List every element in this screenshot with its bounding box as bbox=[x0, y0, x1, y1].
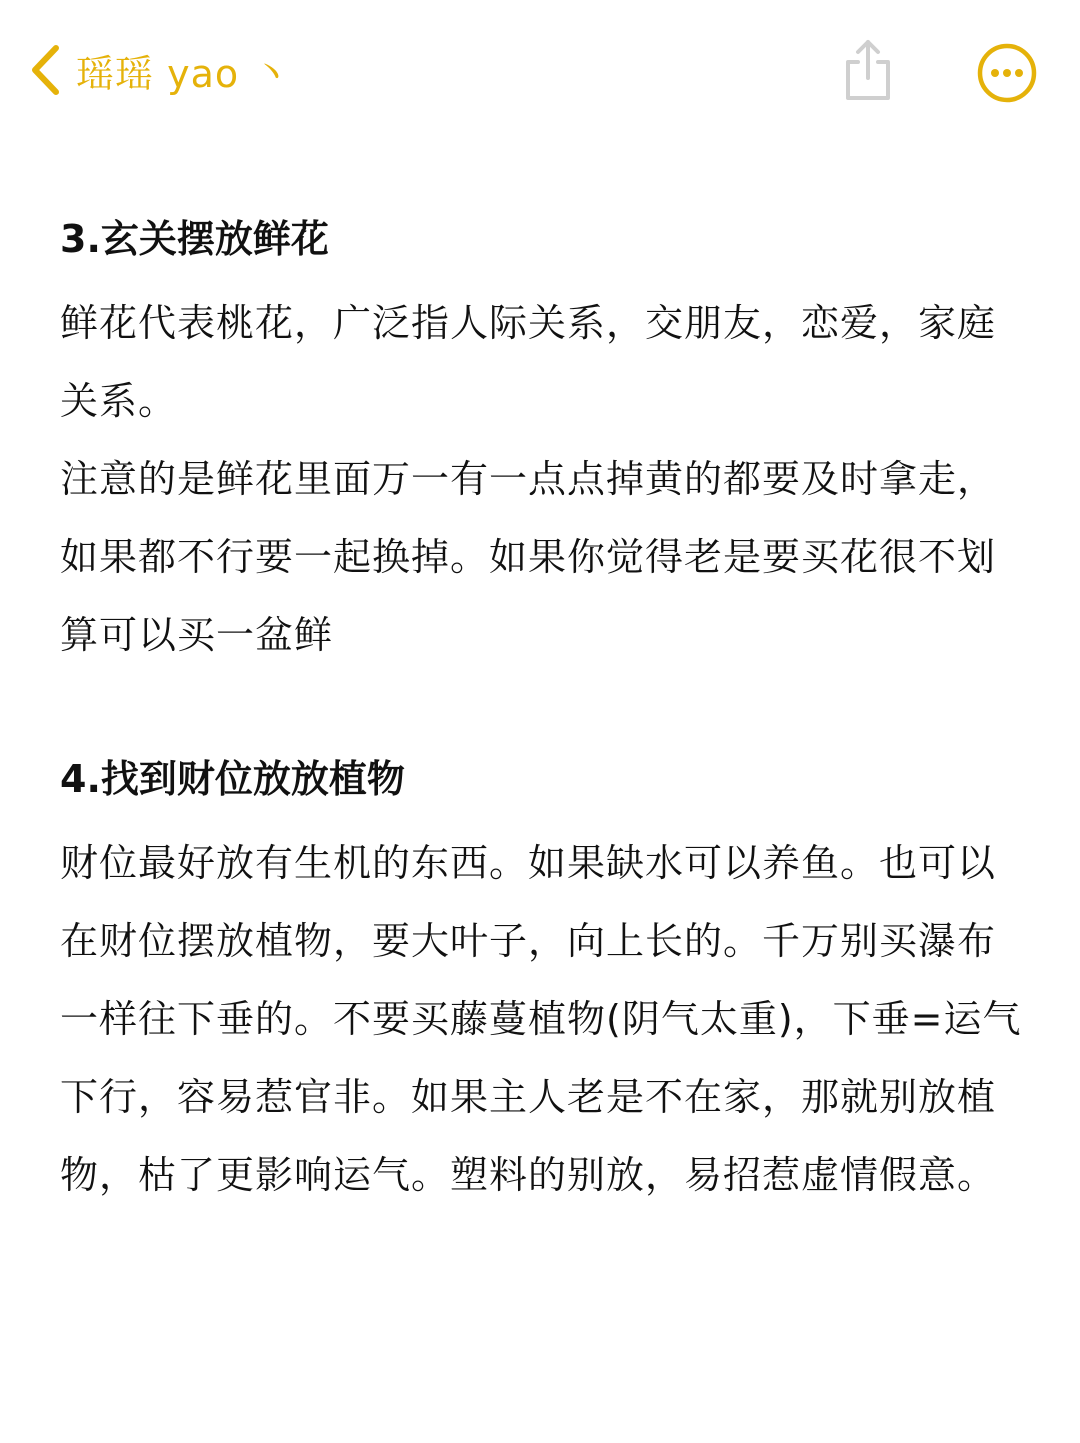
section-heading: 4.找到财位放放植物 bbox=[60, 757, 405, 801]
note-body[interactable] bbox=[60, 206, 1032, 1214]
section-paragraph: 注意的是鲜花里面万一有一点点掉黄的都要及时拿走，如果都不行要一起换掉。如果你觉得老是要买花很不划算可以买一盆鲜 bbox=[60, 457, 997, 657]
note-section bbox=[60, 746, 1032, 1214]
share-icon bbox=[836, 89, 900, 108]
back-button[interactable] bbox=[28, 38, 291, 102]
note-section bbox=[60, 206, 1032, 674]
section-paragraph: 鲜花代表桃花，广泛指人际关系，交朋友，恋爱，家庭关系。 bbox=[60, 301, 997, 423]
section-paragraph: 财位最好放有生机的东西。如果缺水可以养鱼。也可以在财位摆放植物，要大叶子，向上长的。千万别买瀑布一样往下垂的。不要买藤蔓植物(阴气太重)，下垂=运气下行，容易惹官非。如果主人老是不在家，那就别放植物，枯了更影响运气。塑料的别放，易招惹虚情假意。 bbox=[60, 841, 1022, 1197]
more-options-button[interactable] bbox=[976, 42, 1038, 104]
back-label: 瑶瑶 yao 丶 bbox=[76, 51, 292, 96]
top-navigation-bar bbox=[0, 0, 1080, 140]
section-heading: 3.玄关摆放鲜花 bbox=[60, 217, 329, 261]
chevron-left-icon bbox=[28, 43, 62, 97]
share-button[interactable] bbox=[836, 34, 900, 104]
more-icon bbox=[976, 89, 1038, 108]
